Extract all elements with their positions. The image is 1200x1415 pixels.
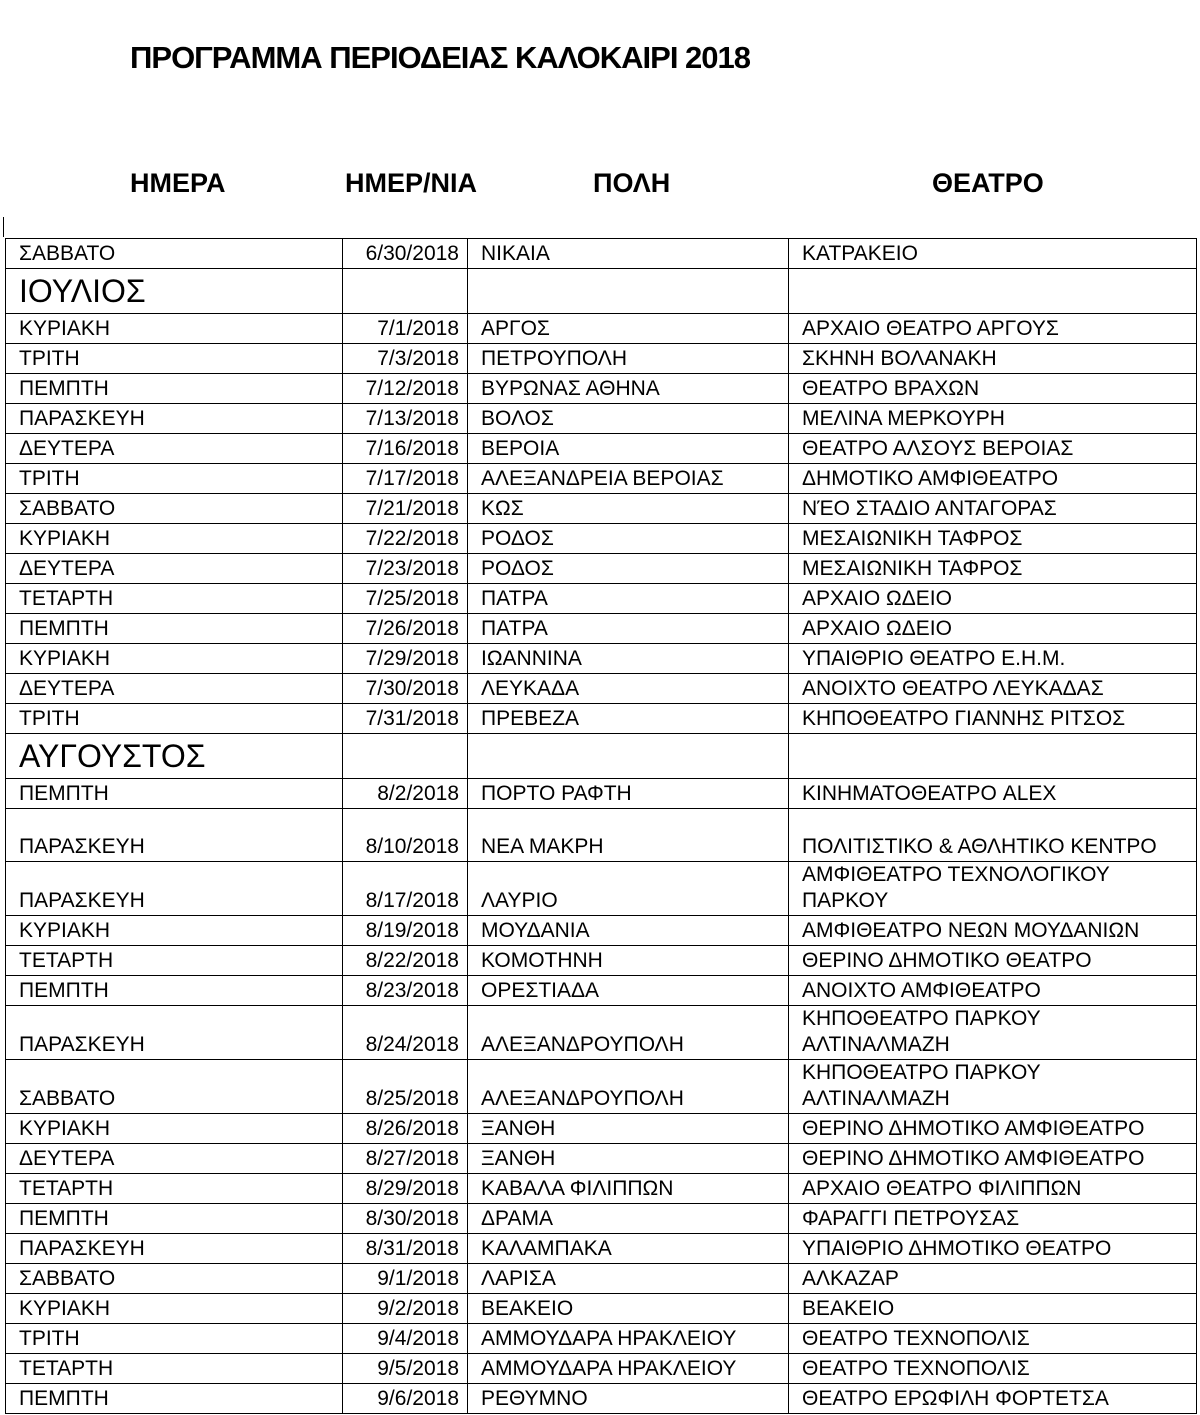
theatre-cell: ΚΗΠΟΘΕΑΤΡΟ ΓΙΑΝΝΗΣ ΡΙΤΣΟΣ: [789, 704, 1197, 734]
city-cell: ΝΕΑ ΜΑΚΡΗ: [468, 809, 789, 862]
day-cell: ΠΑΡΑΣΚΕΥΗ: [6, 1234, 343, 1264]
city-cell: ΛΕΥΚΑΔΑ: [468, 674, 789, 704]
city-cell: ΑΛΕΞΑΝΔΡΟΥΠΟΛΗ: [468, 1006, 789, 1060]
day-cell: ΚΥΡΙΑΚΗ: [6, 524, 343, 554]
table-row: [6, 1060, 1197, 1114]
theatre-cell: ΜΕΣΑΙΩΝΙΚΗ ΤΑΦΡΟΣ: [789, 554, 1197, 584]
table-row: [6, 1144, 1197, 1174]
date-cell: 9/2/2018: [343, 1294, 468, 1324]
theatre-cell: ΑΛΚΑΖΑΡ: [789, 1264, 1197, 1294]
day-cell: ΠΕΜΠΤΗ: [6, 976, 343, 1006]
day-cell: ΚΥΡΙΑΚΗ: [6, 314, 343, 344]
city-cell: ΡΟΔΟΣ: [468, 554, 789, 584]
date-cell: 8/19/2018: [343, 916, 468, 946]
theatre-cell: ΘΕΡΙΝΟ ΔΗΜΟΤΙΚΟ ΘΕΑΤΡΟ: [789, 946, 1197, 976]
theatre-cell: ΑΡΧΑΙΟ ΘΕΑΤΡΟ ΑΡΓΟΥΣ: [789, 314, 1197, 344]
table-row: [6, 1114, 1197, 1144]
date-cell: 7/29/2018: [343, 644, 468, 674]
theatre-cell: ΚΗΠΟΘΕΑΤΡΟ ΠΑΡΚΟΥ ΑΛΤΙΝΑΛΜΑΖΗ: [789, 1060, 1197, 1114]
theatre-cell: ΑΜΦΙΘΕΑΤΡΟ ΤΕΧΝΟΛΟΓΙΚΟΥ ΠΑΡΚΟΥ: [789, 862, 1197, 916]
empty-cell: [343, 734, 468, 779]
city-cell: ΑΡΓΟΣ: [468, 314, 789, 344]
day-cell: ΠΕΜΠΤΗ: [6, 1384, 343, 1414]
date-cell: 8/31/2018: [343, 1234, 468, 1264]
day-cell: ΚΥΡΙΑΚΗ: [6, 1114, 343, 1144]
date-cell: 7/17/2018: [343, 464, 468, 494]
date-cell: 9/1/2018: [343, 1264, 468, 1294]
city-cell: ΠΡΕΒΕΖΑ: [468, 704, 789, 734]
city-cell: ΑΛΕΞΑΝΔΡΟΥΠΟΛΗ: [468, 1060, 789, 1114]
table-row: [6, 434, 1197, 464]
table-row: [6, 916, 1197, 946]
table-row: [6, 644, 1197, 674]
day-cell: ΤΕΤΑΡΤΗ: [6, 946, 343, 976]
schedule-table-body: [6, 239, 1197, 1414]
table-row: [6, 674, 1197, 704]
table-row: [6, 314, 1197, 344]
date-cell: 7/22/2018: [343, 524, 468, 554]
day-cell: ΤΕΤΑΡΤΗ: [6, 1174, 343, 1204]
day-cell: ΤΡΙΤΗ: [6, 464, 343, 494]
column-header-day: ΗΜΕΡΑ: [130, 168, 226, 198]
theatre-cell: ΑΡΧΑΙΟ ΩΔΕΙΟ: [789, 584, 1197, 614]
table-corner-mark: [3, 217, 4, 237]
column-header-theatre: ΘΕΑΤΡΟ: [932, 168, 1044, 198]
city-cell: ΡΟΔΟΣ: [468, 524, 789, 554]
date-cell: 8/29/2018: [343, 1174, 468, 1204]
city-cell: ΒΕΡΟΙΑ: [468, 434, 789, 464]
day-cell: ΤΕΤΑΡΤΗ: [6, 584, 343, 614]
date-cell: 7/23/2018: [343, 554, 468, 584]
empty-cell: [343, 269, 468, 314]
date-cell: 8/24/2018: [343, 1006, 468, 1060]
table-row: [6, 239, 1197, 269]
city-cell: ΡΕΘΥΜΝΟ: [468, 1384, 789, 1414]
page-title: ΠΡΟΓΡΑΜΜΑ ΠΕΡΙΟΔΕΙΑΣ ΚΑΛΟΚΑΙΡΙ 2018: [130, 40, 751, 75]
table-row: [6, 779, 1197, 809]
city-cell: ΒΟΛΟΣ: [468, 404, 789, 434]
date-cell: 8/26/2018: [343, 1114, 468, 1144]
day-cell: ΠΕΜΠΤΗ: [6, 374, 343, 404]
city-cell: ΑΜΜΟΥΔΑΡΑ ΗΡΑΚΛΕΙΟΥ: [468, 1324, 789, 1354]
table-row: [6, 1354, 1197, 1384]
date-cell: 7/16/2018: [343, 434, 468, 464]
date-cell: 8/27/2018: [343, 1144, 468, 1174]
theatre-cell: ΑΡΧΑΙΟ ΩΔΕΙΟ: [789, 614, 1197, 644]
table-row: [6, 1234, 1197, 1264]
date-cell: 7/26/2018: [343, 614, 468, 644]
city-cell: ΞΑΝΘΗ: [468, 1114, 789, 1144]
city-cell: ΠΕΤΡΟΥΠΟΛΗ: [468, 344, 789, 374]
theatre-cell: ΥΠΑΙΘΡΙΟ ΔΗΜΟΤΙΚΟ ΘΕΑΤΡΟ: [789, 1234, 1197, 1264]
date-cell: 9/4/2018: [343, 1324, 468, 1354]
day-cell: ΤΕΤΑΡΤΗ: [6, 1354, 343, 1384]
city-cell: ΒΥΡΩΝΑΣ ΑΘΗΝΑ: [468, 374, 789, 404]
day-cell: ΣΑΒΒΑΤΟ: [6, 1060, 343, 1114]
day-cell: ΠΕΜΠΤΗ: [6, 614, 343, 644]
day-cell: ΔΕΥΤΕΡΑ: [6, 434, 343, 464]
theatre-cell: ΚΙΝΗΜΑΤΟΘΕΑΤΡΟ ALEX: [789, 779, 1197, 809]
theatre-cell: ΒΕΑΚΕΙΟ: [789, 1294, 1197, 1324]
theatre-cell: ΘΕΡΙΝΟ ΔΗΜΟΤΙΚΟ ΑΜΦΙΘΕΑΤΡΟ: [789, 1144, 1197, 1174]
day-cell: ΤΡΙΤΗ: [6, 704, 343, 734]
day-cell: ΣΑΒΒΑΤΟ: [6, 239, 343, 269]
month-row: [6, 734, 1197, 779]
table-row: [6, 1294, 1197, 1324]
city-cell: ΚΟΜΟΤΗΝΗ: [468, 946, 789, 976]
day-cell: ΣΑΒΒΑΤΟ: [6, 494, 343, 524]
table-row: [6, 1264, 1197, 1294]
city-cell: ΝΙΚΑΙΑ: [468, 239, 789, 269]
city-cell: ΠΟΡΤΟ ΡΑΦΤΗ: [468, 779, 789, 809]
city-cell: ΙΩΑΝΝΙΝΑ: [468, 644, 789, 674]
schedule-table: [5, 238, 1197, 1414]
theatre-cell: ΑΜΦΙΘΕΑΤΡΟ ΝΕΩΝ ΜΟΥΔΑΝΙΩΝ: [789, 916, 1197, 946]
column-header-date: ΗΜΕΡ/ΝΙΑ: [345, 168, 478, 198]
city-cell: ΑΜΜΟΥΔΑΡΑ ΗΡΑΚΛΕΙΟΥ: [468, 1354, 789, 1384]
table-row: [6, 976, 1197, 1006]
table-row: [6, 946, 1197, 976]
city-cell: ΒΕΑΚΕΙΟ: [468, 1294, 789, 1324]
date-cell: 8/17/2018: [343, 862, 468, 916]
city-cell: ΔΡΑΜΑ: [468, 1204, 789, 1234]
month-row: [6, 269, 1197, 314]
city-cell: ΟΡΕΣΤΙΑΔΑ: [468, 976, 789, 1006]
table-row: [6, 554, 1197, 584]
table-row: [6, 1204, 1197, 1234]
day-cell: ΠΑΡΑΣΚΕΥΗ: [6, 862, 343, 916]
table-row: [6, 862, 1197, 916]
theatre-cell: ΔΗΜΟΤΙΚΟ ΑΜΦΙΘΕΑΤΡΟ: [789, 464, 1197, 494]
city-cell: ΑΛΕΞΑΝΔΡΕΙΑ ΒΕΡΟΙΑΣ: [468, 464, 789, 494]
table-row: [6, 374, 1197, 404]
city-cell: ΞΑΝΘΗ: [468, 1144, 789, 1174]
day-cell: ΔΕΥΤΕΡΑ: [6, 1144, 343, 1174]
theatre-cell: ΑΝΟΙΧΤΟ ΘΕΑΤΡΟ ΛΕΥΚΑΔΑΣ: [789, 674, 1197, 704]
city-cell: ΚΑΛΑΜΠΑΚΑ: [468, 1234, 789, 1264]
empty-cell: [789, 269, 1197, 314]
date-cell: 8/30/2018: [343, 1204, 468, 1234]
date-cell: 8/2/2018: [343, 779, 468, 809]
day-cell: ΔΕΥΤΕΡΑ: [6, 554, 343, 584]
month-label: ΙΟΥΛΙΟΣ: [6, 269, 343, 314]
theatre-cell: ΘΕΡΙΝΟ ΔΗΜΟΤΙΚΟ ΑΜΦΙΘΕΑΤΡΟ: [789, 1114, 1197, 1144]
date-cell: 7/25/2018: [343, 584, 468, 614]
day-cell: ΠΕΜΠΤΗ: [6, 1204, 343, 1234]
day-cell: ΠΕΜΠΤΗ: [6, 779, 343, 809]
table-row: [6, 1174, 1197, 1204]
theatre-cell: ΝΈΟ ΣΤΑΔΙΟ ΑΝΤΑΓΟΡΑΣ: [789, 494, 1197, 524]
city-cell: ΠΑΤΡΑ: [468, 584, 789, 614]
theatre-cell: ΣΚΗΝΗ ΒΟΛΑΝΑΚΗ: [789, 344, 1197, 374]
day-cell: ΠΑΡΑΣΚΕΥΗ: [6, 809, 343, 862]
city-cell: ΜΟΥΔΑΝΙΑ: [468, 916, 789, 946]
theatre-cell: ΘΕΑΤΡΟ ΑΛΣΟΥΣ ΒΕΡΟΙΑΣ: [789, 434, 1197, 464]
theatre-cell: ΑΝΟΙΧΤΟ ΑΜΦΙΘΕΑΤΡΟ: [789, 976, 1197, 1006]
date-cell: 7/31/2018: [343, 704, 468, 734]
day-cell: ΚΥΡΙΑΚΗ: [6, 916, 343, 946]
theatre-cell: ΑΡΧΑΙΟ ΘΕΑΤΡΟ ΦΙΛΙΠΠΩΝ: [789, 1174, 1197, 1204]
date-cell: 7/1/2018: [343, 314, 468, 344]
day-cell: ΚΥΡΙΑΚΗ: [6, 644, 343, 674]
table-row: [6, 1384, 1197, 1414]
city-cell: ΛΑΥΡΙΟ: [468, 862, 789, 916]
city-cell: ΚΩΣ: [468, 494, 789, 524]
theatre-cell: ΚΗΠΟΘΕΑΤΡΟ ΠΑΡΚΟΥ ΑΛΤΙΝΑΛΜΑΖΗ: [789, 1006, 1197, 1060]
date-cell: 7/30/2018: [343, 674, 468, 704]
column-header-city: ΠΟΛΗ: [593, 168, 671, 198]
date-cell: 8/10/2018: [343, 809, 468, 862]
empty-cell: [468, 734, 789, 779]
table-row: [6, 704, 1197, 734]
theatre-cell: ΘΕΑΤΡΟ ΤΕΧΝΟΠΟΛΙΣ: [789, 1354, 1197, 1384]
day-cell: ΤΡΙΤΗ: [6, 344, 343, 374]
day-cell: ΣΑΒΒΑΤΟ: [6, 1264, 343, 1294]
empty-cell: [789, 734, 1197, 779]
month-label: ΑΥΓΟΥΣΤΟΣ: [6, 734, 343, 779]
theatre-cell: ΠΟΛΙΤΙΣΤΙΚΟ & ΑΘΛΗΤΙΚΟ ΚΕΝΤΡΟ: [789, 809, 1197, 862]
city-cell: ΛΑΡΙΣΑ: [468, 1264, 789, 1294]
table-row: [6, 809, 1197, 862]
theatre-cell: ΜΕΣΑΙΩΝΙΚΗ ΤΑΦΡΟΣ: [789, 524, 1197, 554]
table-row: [6, 1006, 1197, 1060]
date-cell: 7/21/2018: [343, 494, 468, 524]
city-cell: ΠΑΤΡΑ: [468, 614, 789, 644]
theatre-cell: ΥΠΑΙΘΡΙΟ ΘΕΑΤΡΟ Ε.Η.Μ.: [789, 644, 1197, 674]
day-cell: ΤΡΙΤΗ: [6, 1324, 343, 1354]
theatre-cell: ΘΕΑΤΡΟ ΕΡΩΦΙΛΗ ΦΟΡΤΕΤΣΑ: [789, 1384, 1197, 1414]
theatre-cell: ΚΑΤΡΑΚΕΙΟ: [789, 239, 1197, 269]
day-cell: ΚΥΡΙΑΚΗ: [6, 1294, 343, 1324]
date-cell: 7/12/2018: [343, 374, 468, 404]
table-row: [6, 524, 1197, 554]
table-row: [6, 494, 1197, 524]
date-cell: 8/23/2018: [343, 976, 468, 1006]
theatre-cell: ΘΕΑΤΡΟ ΤΕΧΝΟΠΟΛΙΣ: [789, 1324, 1197, 1354]
theatre-cell: ΘΕΑΤΡΟ ΒΡΑΧΩΝ: [789, 374, 1197, 404]
day-cell: ΔΕΥΤΕΡΑ: [6, 674, 343, 704]
date-cell: 7/13/2018: [343, 404, 468, 434]
day-cell: ΠΑΡΑΣΚΕΥΗ: [6, 404, 343, 434]
day-cell: ΠΑΡΑΣΚΕΥΗ: [6, 1006, 343, 1060]
table-row: [6, 404, 1197, 434]
table-row: [6, 344, 1197, 374]
theatre-cell: ΜΕΛΙΝΑ ΜΕΡΚΟΥΡΗ: [789, 404, 1197, 434]
date-cell: 8/22/2018: [343, 946, 468, 976]
theatre-cell: ΦΑΡΑΓΓΙ ΠΕΤΡΟΥΣΑΣ: [789, 1204, 1197, 1234]
date-cell: 9/5/2018: [343, 1354, 468, 1384]
date-cell: 8/25/2018: [343, 1060, 468, 1114]
table-row: [6, 464, 1197, 494]
table-row: [6, 614, 1197, 644]
empty-cell: [468, 269, 789, 314]
city-cell: ΚΑΒΑΛΑ ΦΙΛΙΠΠΩΝ: [468, 1174, 789, 1204]
date-cell: 6/30/2018: [343, 239, 468, 269]
date-cell: 7/3/2018: [343, 344, 468, 374]
date-cell: 9/6/2018: [343, 1384, 468, 1414]
table-row: [6, 1324, 1197, 1354]
table-row: [6, 584, 1197, 614]
